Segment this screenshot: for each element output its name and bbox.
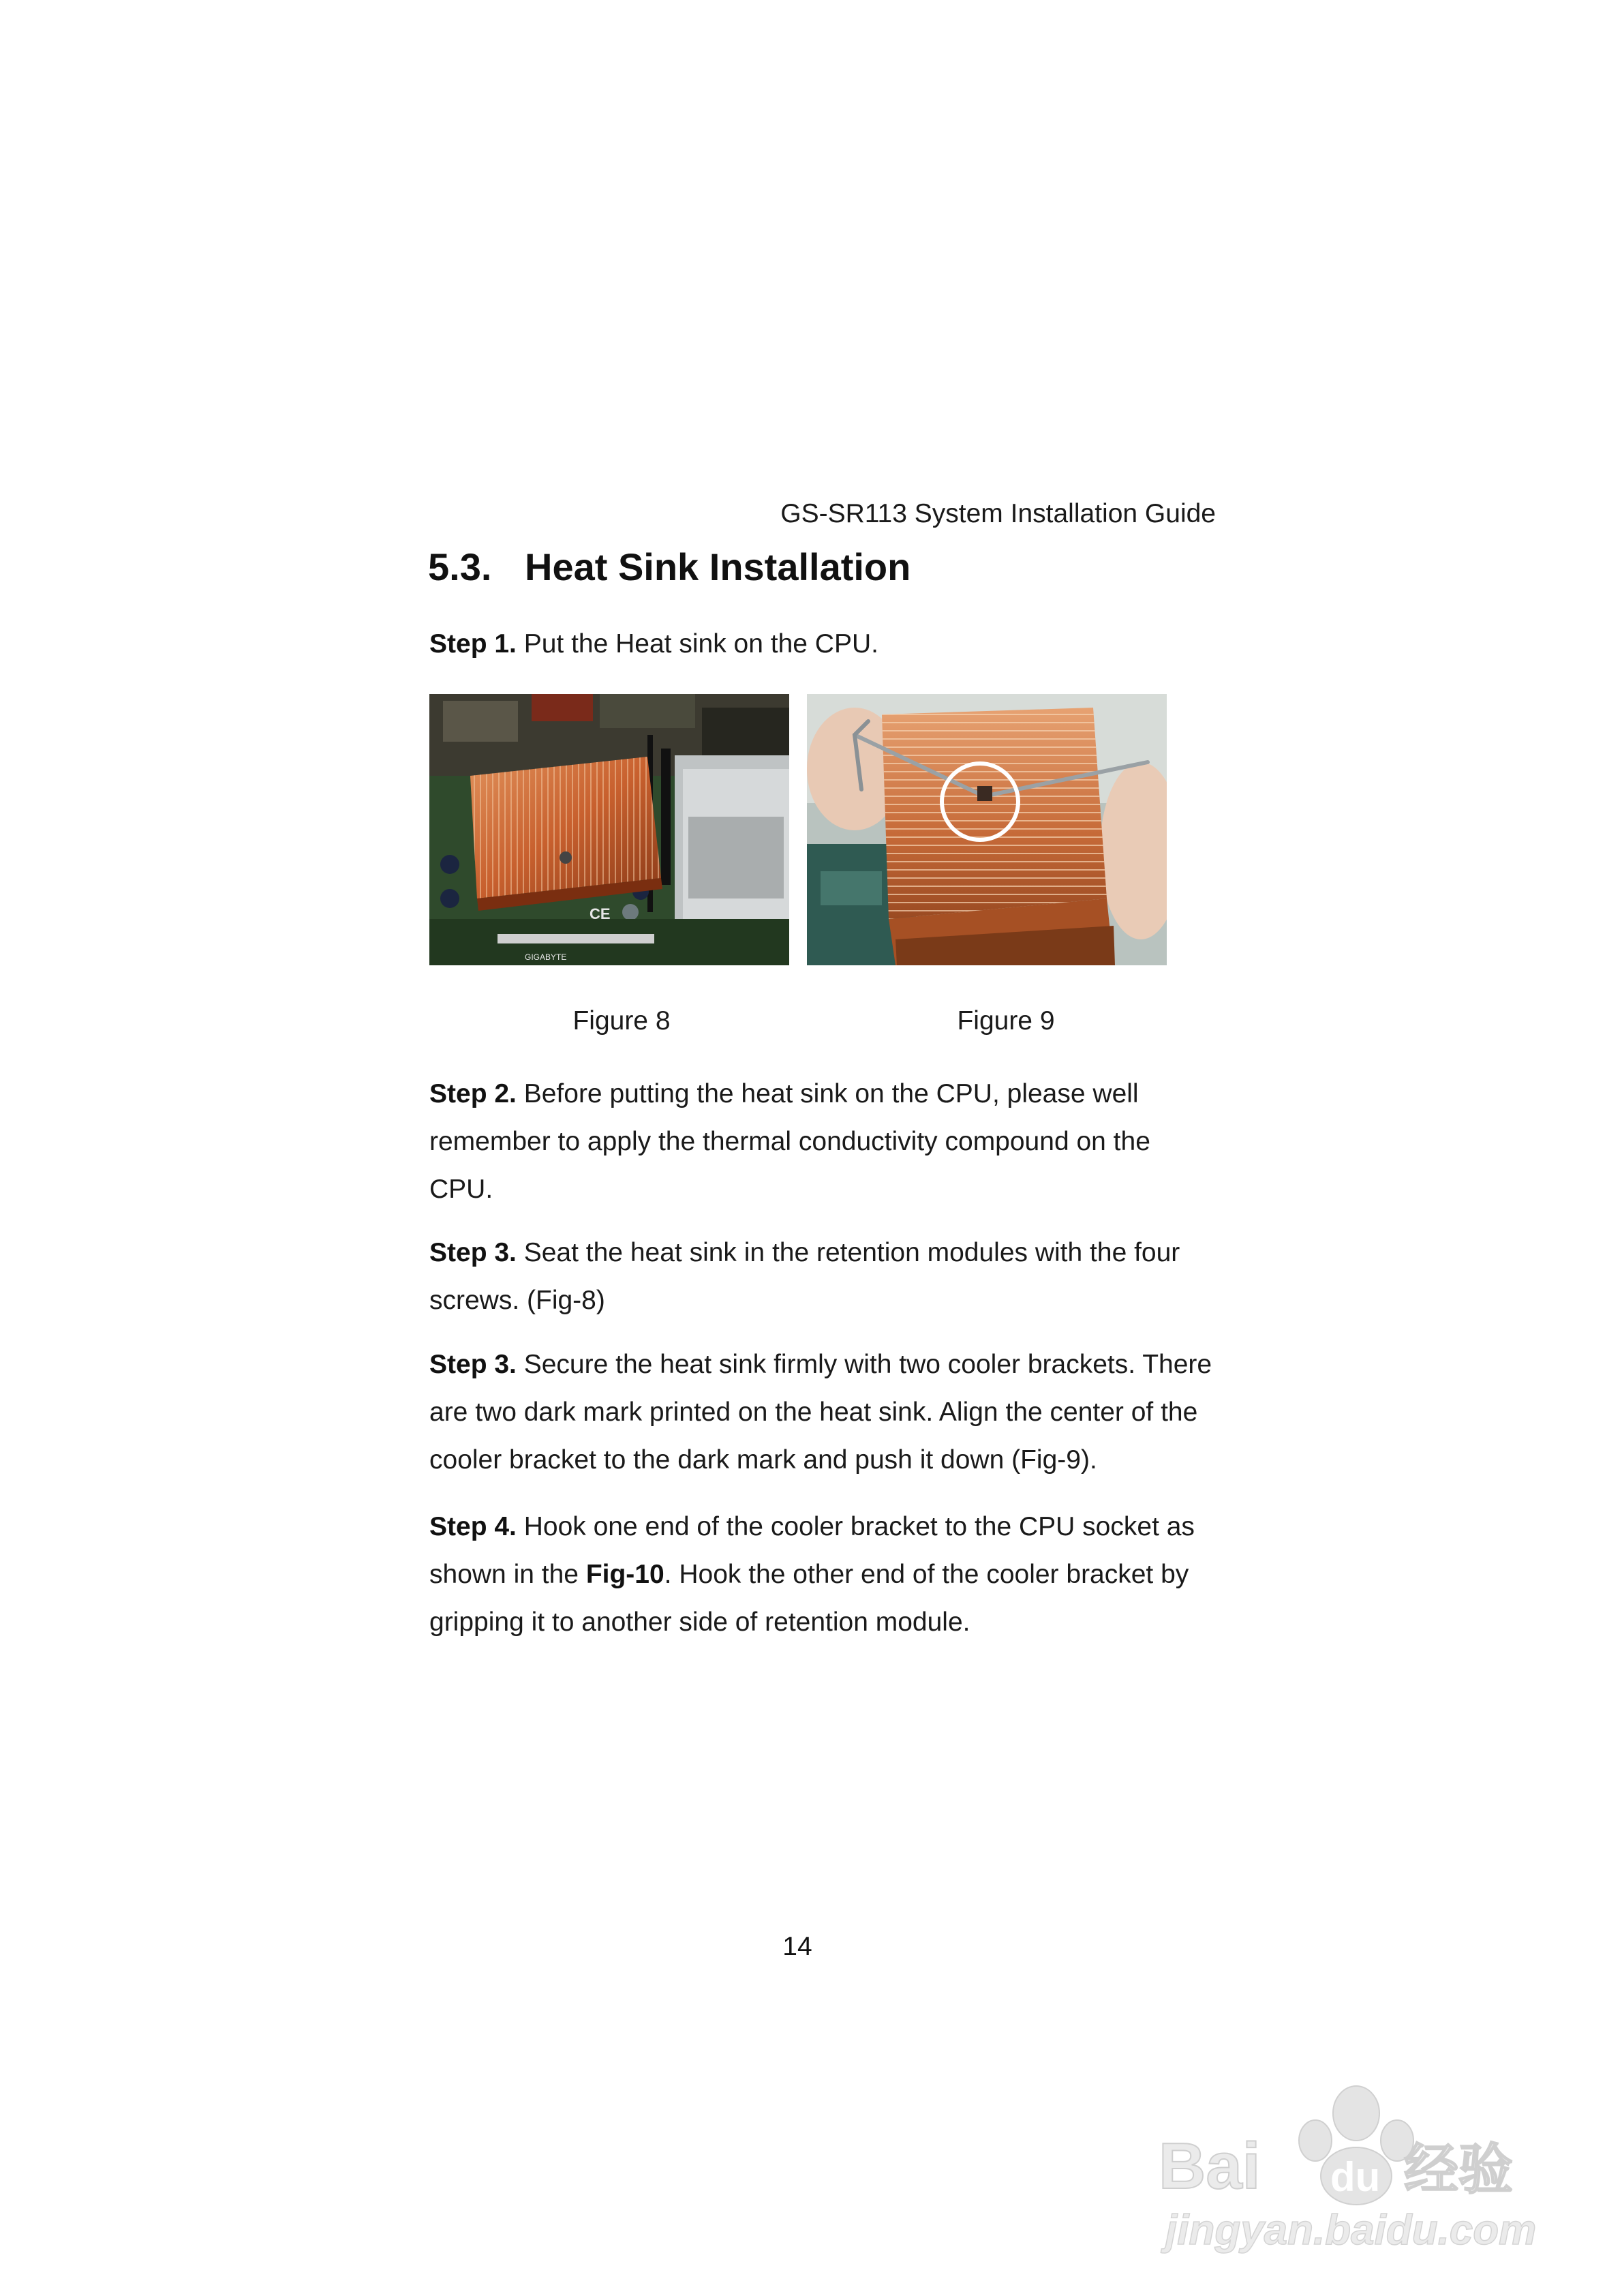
baidu-jingyan-watermark bbox=[1152, 2059, 1561, 2263]
figure-reference: Fig-10 bbox=[585, 1560, 664, 1589]
step-label: Step 2. bbox=[429, 1079, 517, 1108]
section-title-text: Heat Sink Installation bbox=[525, 545, 911, 588]
figure-8-caption: Figure 8 bbox=[572, 1006, 671, 1036]
step-text: . Hook the other end of the cooler bracket by gripping it to another side of retention module. bbox=[429, 1560, 1189, 1637]
running-header: GS-SR113 System Installation Guide bbox=[780, 499, 1216, 528]
step-label: Step 1. bbox=[429, 629, 517, 659]
figure-9-photo bbox=[807, 694, 1167, 965]
step-2 bbox=[429, 1070, 1220, 1213]
step-text: Secure the heat sink firmly with two cooler brackets. There are two dark mark printed on the heat sink. Align the center of the cooler bracket to the dark mark and push it down (Fig-9). bbox=[429, 1350, 1212, 1475]
step-text: Before putting the heat sink on the CPU, please well remember to apply the thermal conductivity compound on the CPU. bbox=[429, 1079, 1150, 1204]
step-3-secure bbox=[429, 1341, 1220, 1484]
step-label: Step 4. bbox=[429, 1512, 517, 1541]
step-text: Hook one end of the cooler bracket to the CPU socket as shown in the bbox=[429, 1512, 1195, 1589]
figure-9-caption: Figure 9 bbox=[957, 1006, 1055, 1036]
step-3-seat bbox=[429, 1229, 1220, 1325]
step-label: Step 3. bbox=[429, 1350, 517, 1379]
watermark-product: 经验 bbox=[1404, 2138, 1513, 2201]
watermark-brand: Bai bbox=[1159, 2130, 1261, 2203]
watermark-url: jingyan.baidu.com bbox=[1165, 2207, 1537, 2254]
figure-8-photo bbox=[429, 694, 789, 965]
board-brand-text: GIGABYTE bbox=[525, 952, 567, 962]
step-1 bbox=[429, 620, 1220, 668]
section-number: 5.3. bbox=[428, 545, 492, 588]
step-text: Seat the heat sink in the retention modules with the four screws. (Fig-8) bbox=[429, 1238, 1180, 1315]
step-text: Put the Heat sink on the CPU. bbox=[516, 629, 878, 659]
section-title bbox=[428, 544, 911, 590]
board-ce-mark: CE bbox=[590, 905, 611, 922]
step-label: Step 3. bbox=[429, 1238, 517, 1267]
page-number: 14 bbox=[782, 1932, 812, 1961]
watermark-brand-du: du bbox=[1330, 2154, 1381, 2200]
step-4 bbox=[429, 1503, 1220, 1646]
